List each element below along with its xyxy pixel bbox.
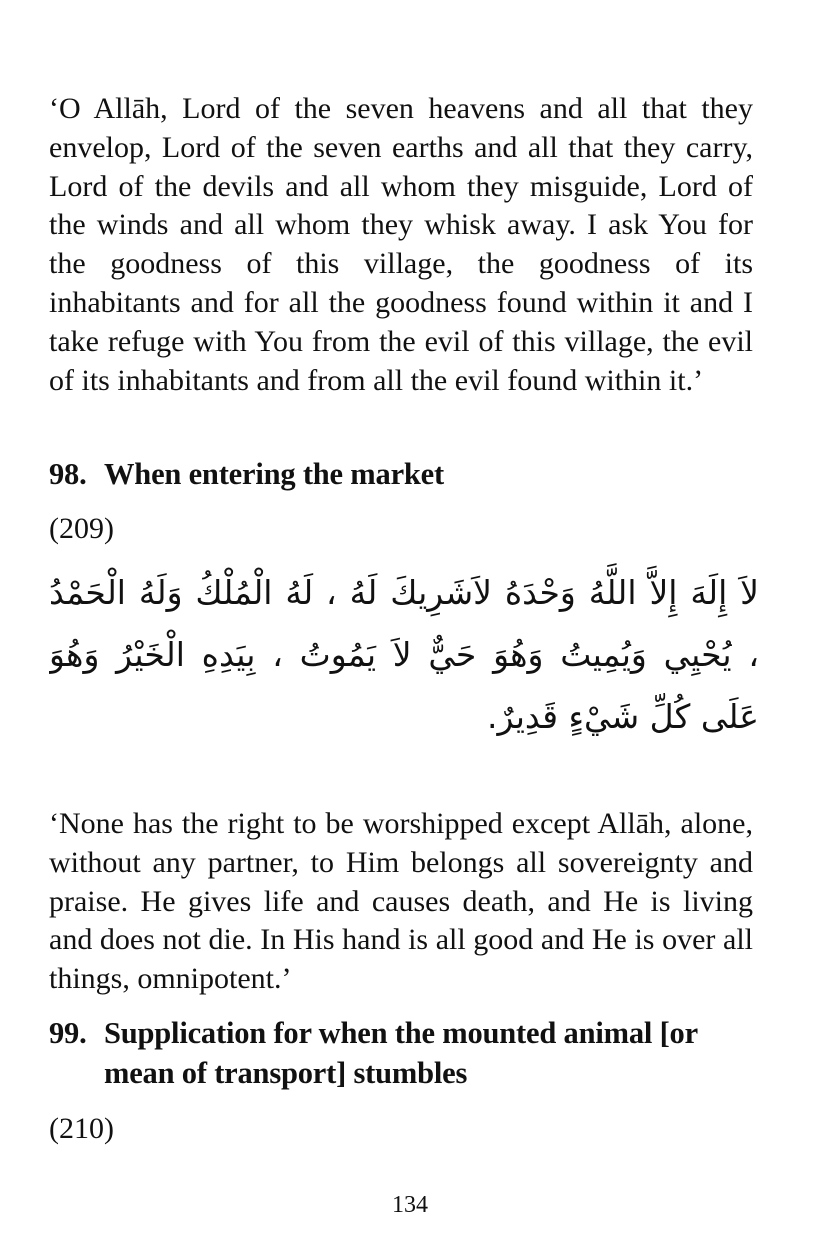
- hadith-reference: (210): [49, 1112, 114, 1145]
- section-heading-98: [49, 454, 759, 494]
- translation-paragraph: ‘None has the right to be worshipped except Allāh, alone, without any partner, to Him belongs all sovereignty and praise. He gives life and causes death, and He is living and does not die. In His hand is all good and He is over all things, omnipotent.’: [49, 807, 753, 996]
- section-number: 99.: [49, 1016, 87, 1050]
- section-number: 98.: [49, 457, 87, 491]
- section-title: When entering the market: [104, 457, 444, 491]
- section-title: Supplication for when the mounted animal [or mean of transport] stumbles: [104, 1016, 698, 1090]
- arabic-line: عَلَى كُلِّ شَيْءٍ قَدِيرٌ.: [487, 697, 759, 736]
- arabic-line: لاَ إِلَهَ إِلاَّ اللَّهُ وَحْدَهُ لاَشَرِيكَ لَهُ ، لَهُ الْمُلْكُ وَلَهُ الْحَمْدُ: [49, 573, 759, 612]
- body-paragraph: ‘O Allāh, Lord of the seven heavens and all that they envelop, Lord of the seven earths and all that they carry, Lord of the devils and all whom they misguide, Lord of the winds and all whom they whisk away. I ask You for the goodness of this village, the goodness of its inhabitants and for all the goodness found within it and I take refuge with You from the evil of this village, the evil of its inhabitants and from all the evil found within it.’: [49, 92, 753, 397]
- page-number: 134: [392, 1192, 428, 1218]
- section-heading-99: [49, 1013, 759, 1093]
- arabic-line: ، يُحْيِي وَيُمِيتُ وَهُوَ حَيٌّ لاَ يَمُوتُ ، بِيَدِهِ الْخَيْرُ وَهُوَ: [49, 635, 759, 674]
- arabic-supplication: [49, 562, 759, 748]
- hadith-reference: (209): [49, 512, 114, 545]
